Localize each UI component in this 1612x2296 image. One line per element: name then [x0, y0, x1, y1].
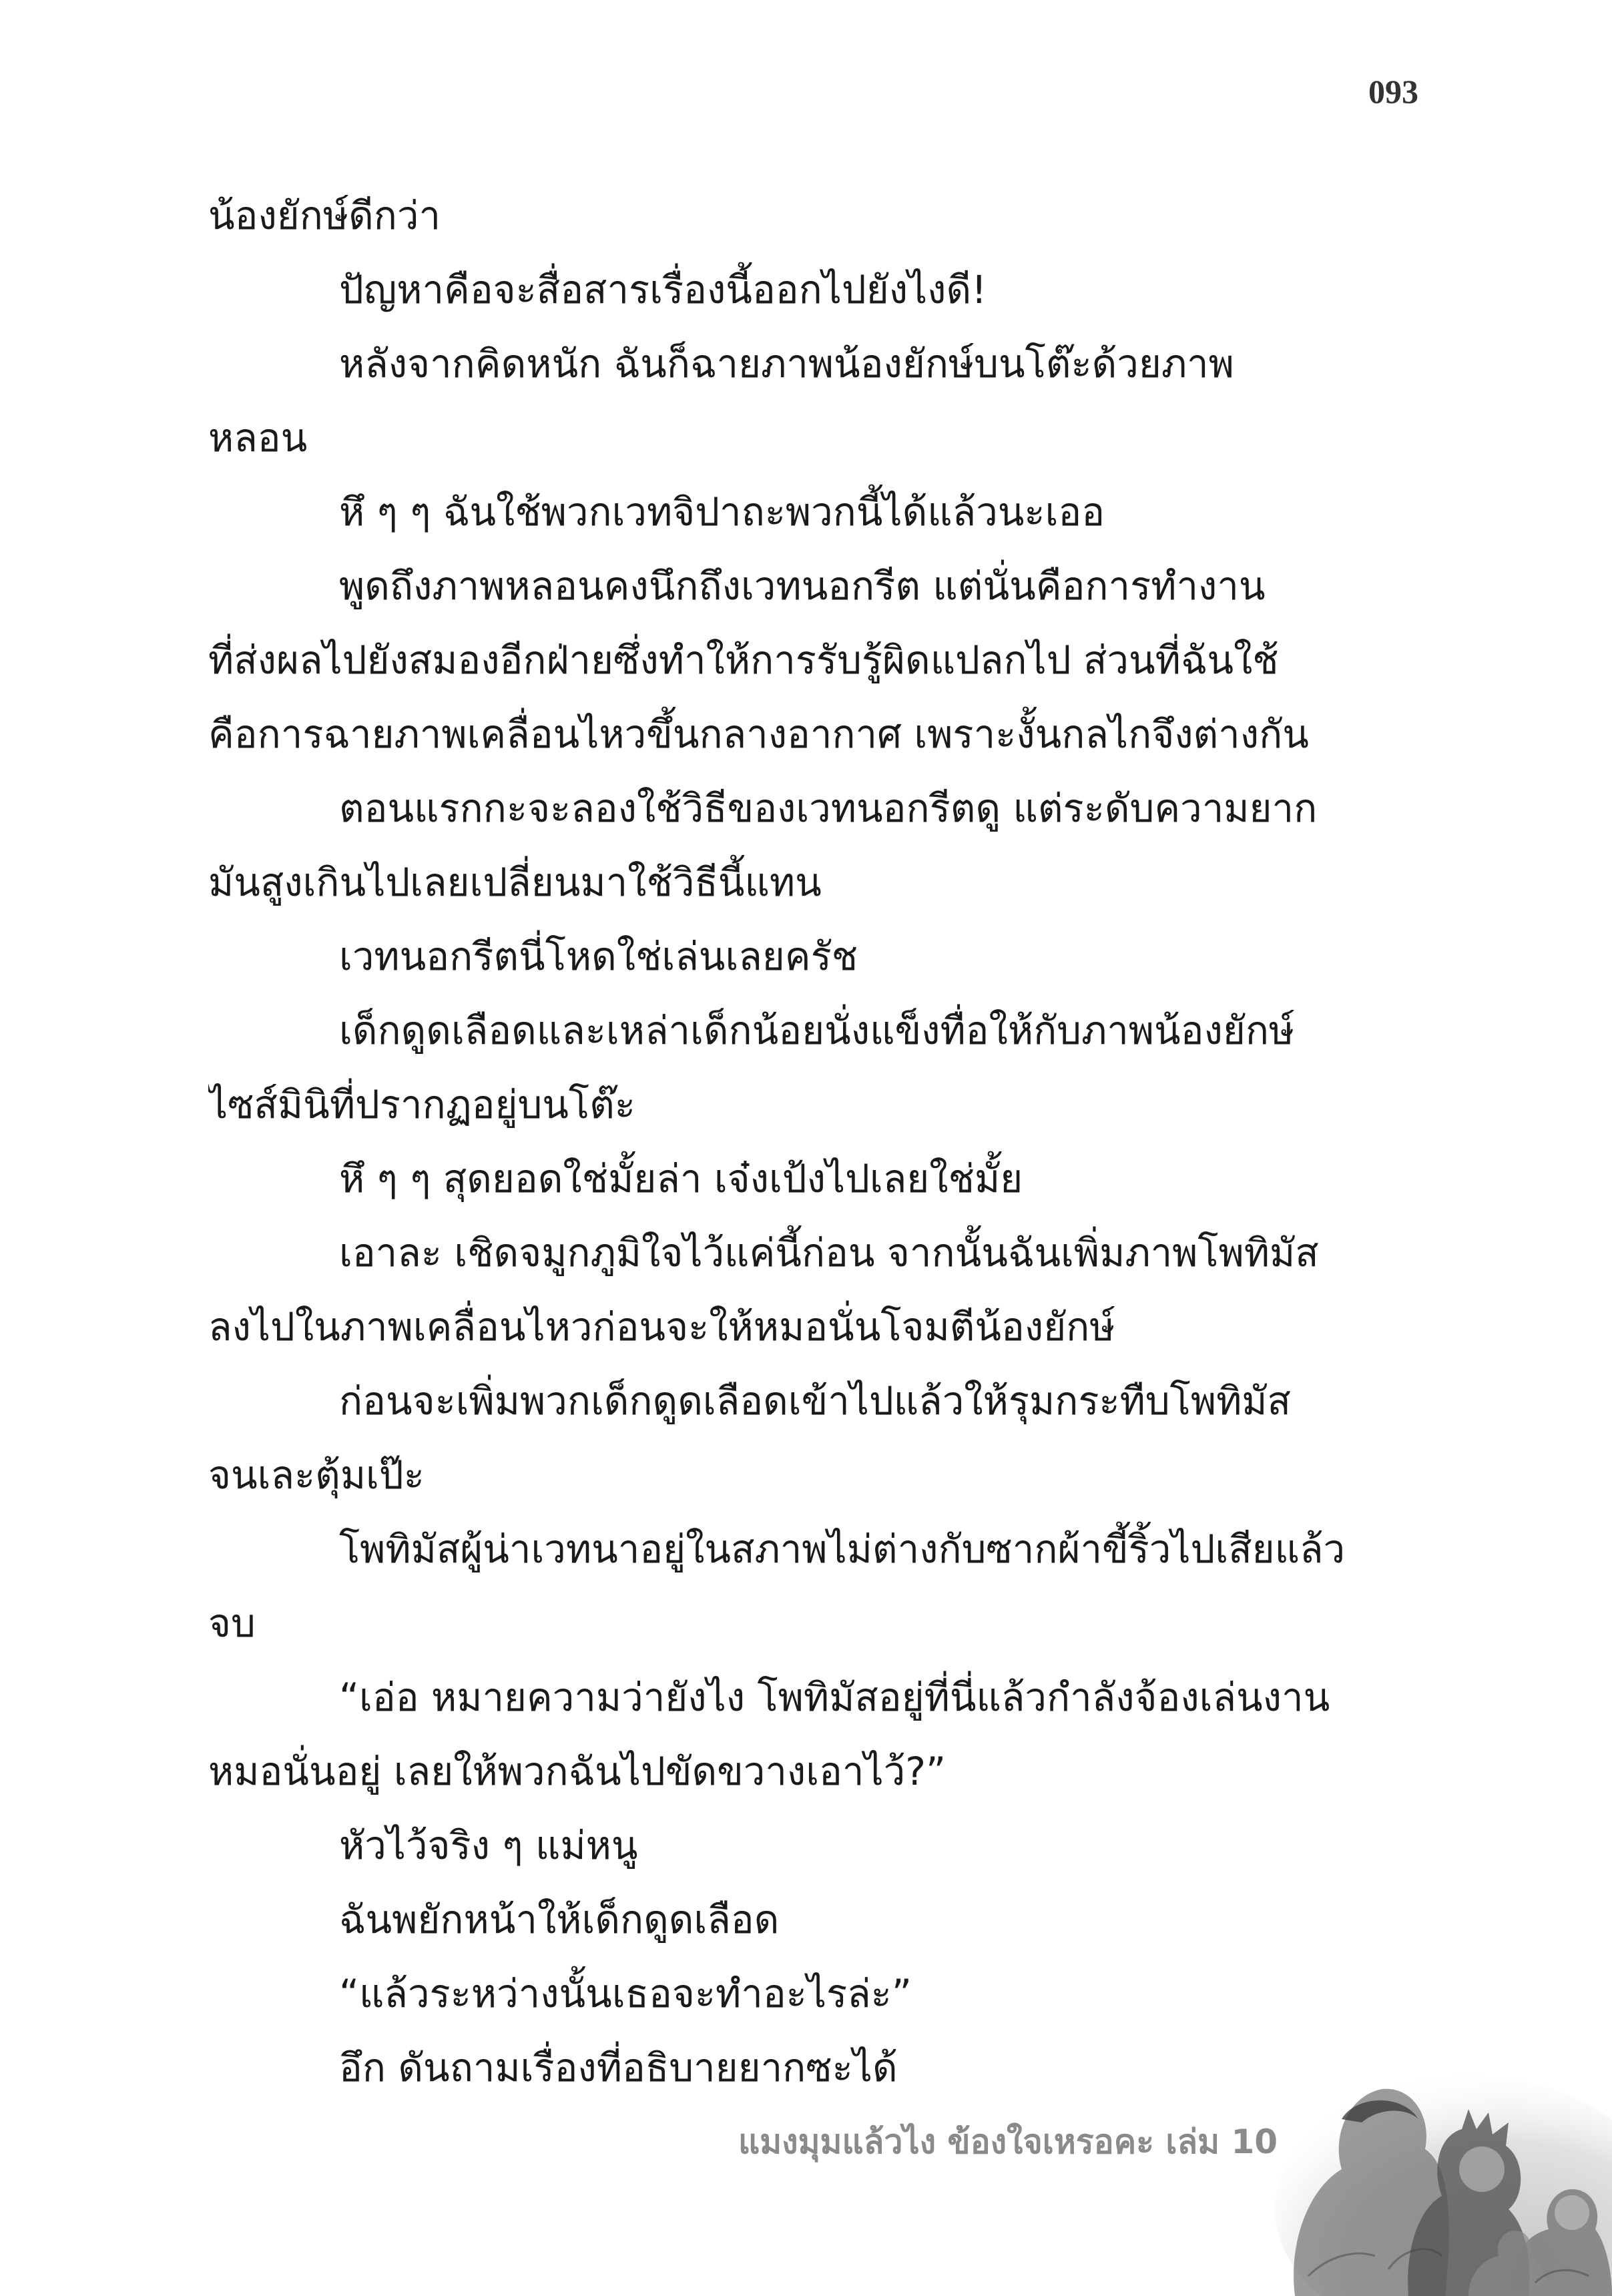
text-line: โพทิมัสผู้น่าเวทนาอยู่ในสภาพไม่ต่างกับซากผ้าขี้ริ้วไปเสียแล้ว [339, 1526, 1346, 1572]
text-line: อึก ดันถามเรื่องที่อธิบายยากซะได้ [339, 2045, 898, 2090]
text-line: หลอน [208, 415, 308, 461]
text-line: ลงไปในภาพเคลื่อนไหวก่อนจะให้หมอนั่นโจมตีน้องยักษ์ [208, 1304, 1115, 1350]
text-line: หมอนั่นอยู่ เลยให้พวกฉันไปขัดขวางเอาไว้?” [208, 1749, 947, 1794]
text-line: ที่ส่งผลไปยังสมองอีกฝ่ายซึ่งทำให้การรับรู้ผิดแปลกไป ส่วนที่ฉันใช้ [208, 637, 1279, 683]
text-line: เอาละ เชิดจมูกภูมิใจไว้แค่นี้ก่อน จากนั้นฉันเพิ่มภาพโพทิมัส [339, 1230, 1319, 1275]
text-line: “แล้วระหว่างนั้นเธอจะทำอะไรล่ะ” [339, 1971, 912, 2016]
page-number: 093 [1368, 73, 1418, 110]
text-line: “เอ่อ หมายความว่ายังไง โพทิมัสอยู่ที่นี่แล้วกำลังจ้องเล่นงาน [339, 1675, 1330, 1720]
text-line: เด็กดูดเลือดและเหล่าเด็กน้อยนั่งแข็งทื่อให้กับภาพน้องยักษ์ [339, 1008, 1295, 1053]
text-line: น้องยักษ์ดีกว่า [208, 193, 441, 238]
text-line: ก่อนจะเพิ่มพวกเด็กดูดเลือดเข้าไปแล้วให้รุมกระทืบโพทิมัส [339, 1378, 1291, 1424]
text-line: หัวไว้จริง ๆ แม่หนู [339, 1823, 638, 1868]
text-line: หึ ๆ ๆ สุดยอดใช่มั้ยล่า เจ๋งเป้งไปเลยใช่มั้ย [339, 1156, 1023, 1201]
text-line: หึ ๆ ๆ ฉันใช้พวกเวทจิปาถะพวกนี้ได้แล้วนะเออ [339, 489, 1105, 535]
body-text [208, 179, 1410, 2105]
text-line: ไซส์มินิที่ปรากฏอยู่บนโต๊ะ [208, 1082, 635, 1127]
text-line: ตอนแรกกะจะลองใช้วิธีของเวทนอกรีตดู แต่ระดับความยาก [339, 786, 1318, 831]
text-line: จนเละตุ้มเป๊ะ [208, 1452, 425, 1498]
text-line: พูดถึงภาพหลอนคงนึกถึงเวทนอกรีต แต่นั่นคือการทำงาน [339, 563, 1266, 609]
text-line: ฉันพยักหน้าให้เด็กดูดเลือด [339, 1897, 780, 1942]
manga-characters-illustration [1268, 2056, 1612, 2296]
text-line: หลังจากคิดหนัก ฉันก็ฉายภาพน้องยักษ์บนโต๊ะด้วยภาพ [339, 341, 1234, 386]
text-line: จบ [208, 1601, 256, 1646]
text-line: มันสูงเกินไปเลยเปลี่ยนมาใช้วิธีนี้แทน [208, 860, 822, 905]
text-line: คือการฉายภาพเคลื่อนไหวขึ้นกลางอากาศ เพราะงั้นกลไกจึงต่างกัน [208, 711, 1309, 757]
text-line: เวทนอกรีตนี่โหดใช่เล่นเลยครัช [339, 934, 858, 979]
footer-book-title: แมงมุมแล้วไง ข้องใจเหรอคะ เล่ม 10 [738, 2122, 1278, 2161]
text-line: ปัญหาคือจะสื่อสารเรื่องนี้ออกไปยังไงดี! [339, 267, 987, 312]
